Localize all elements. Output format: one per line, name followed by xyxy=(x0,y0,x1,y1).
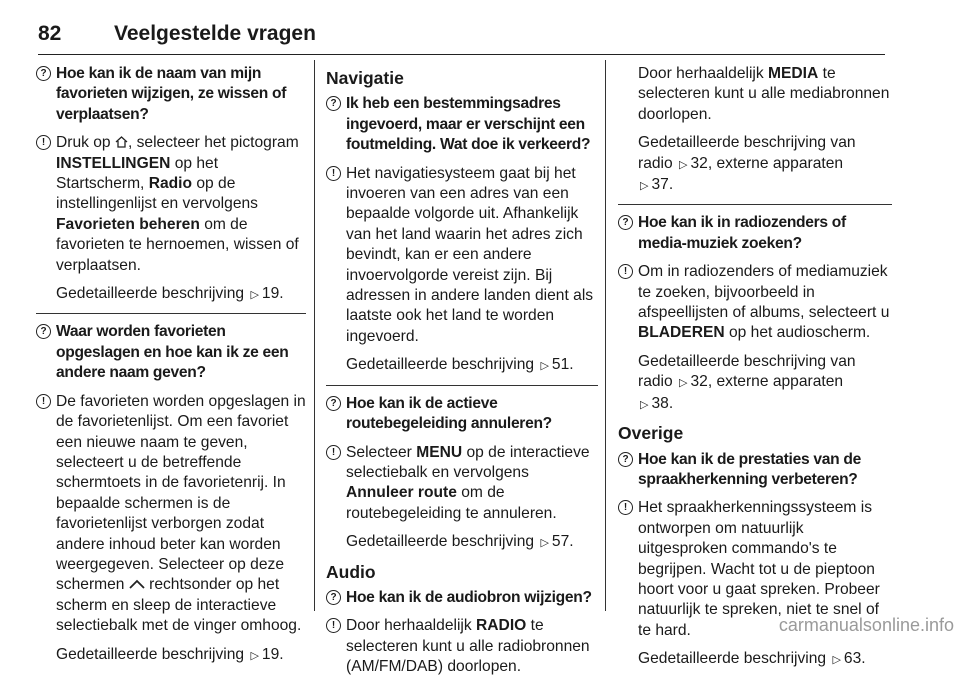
section-heading: Audio xyxy=(326,561,376,582)
answer: ! Het spraakherkenningssysteem is ontworpen om natuurlijk uitgesproken commando's te begrijpen. Wacht tot u de pieptoon hoort voor u gaat spreken. Probeer natuurlijk te spreken, niet te snel of te hard. xyxy=(618,498,892,641)
reference-arrow-icon: ▷ xyxy=(640,398,649,411)
answer: ! Selecteer MENU op de interactieve selectiebalk en vervolgens Annuleer route om de routebegeleiding te annuleren. xyxy=(326,443,598,525)
question-circle-icon: ? xyxy=(326,590,341,605)
exclamation-circle-icon: ! xyxy=(326,445,341,460)
question-circle-icon: ? xyxy=(618,215,633,230)
divider xyxy=(618,204,892,205)
reference-arrow-icon: ▷ xyxy=(832,654,841,667)
answer: ! Om in radiozenders of mediamuziek te zoeken, bijvoorbeeld in afspeellijsten of albums, selecteert u BLADEREN op het audioscherm. xyxy=(618,262,892,344)
answer: ! De favorieten worden opgeslagen in de favorietenlijst. Om een favoriet een nieuwe naam te geven, selecteert u de betreffende schermtoets in de favorietenrij. In bepaalde schermen is de favorietenlijst verborgen zodat andere inhoud beter kan worden weergegeven. Selecteer op deze schermen rechtsonder op het scherm en sleep de interactieve selectiebalk met de vinger omhoog. xyxy=(36,392,306,637)
divider xyxy=(326,385,598,386)
question-circle-icon: ? xyxy=(618,452,633,467)
reference: Gedetailleerde beschrijving ▷ 63. xyxy=(638,649,892,670)
question-circle-icon: ? xyxy=(36,66,51,81)
page-title: Veelgestelde vragen xyxy=(114,22,316,45)
question: ? Hoe kan ik de prestaties van de spraakherkenning verbeteren? xyxy=(618,450,892,491)
reference: Gedetailleerde beschrijving van radio ▷ 32, externe apparaten ▷ 37. xyxy=(638,133,892,196)
exclamation-circle-icon: ! xyxy=(36,394,51,409)
chevron-up-icon xyxy=(129,579,145,589)
question: ? Hoe kan ik de naam van mijn favorieten wijzigen, ze wissen of verplaatsen? xyxy=(36,64,306,125)
reference-arrow-icon: ▷ xyxy=(640,180,649,193)
question-circle-icon: ? xyxy=(326,396,341,411)
home-icon xyxy=(115,136,128,148)
question-circle-icon: ? xyxy=(326,96,341,111)
column-2 xyxy=(326,64,598,686)
reference-arrow-icon: ▷ xyxy=(540,537,549,550)
question: ? Waar worden favorieten opgeslagen en hoe kan ik ze een andere naam geven? xyxy=(36,322,306,383)
question-circle-icon: ? xyxy=(36,324,51,339)
reference: Gedetailleerde beschrijving ▷ 51. xyxy=(346,355,598,376)
watermark: carmanualsonline.info xyxy=(778,615,954,635)
exclamation-circle-icon: ! xyxy=(618,264,633,279)
question: ? Ik heb een bestemmingsadres ingevoerd, maar er verschijnt een foutmelding. Wat doe ik verkeerd? xyxy=(326,94,598,155)
reference: Gedetailleerde beschrijving ▷ 19. xyxy=(56,645,306,666)
exclamation-circle-icon: ! xyxy=(36,135,51,150)
divider xyxy=(36,313,306,314)
paragraph: Door herhaaldelijk MEDIA te selecteren kunt u alle mediabronnen doorlopen. xyxy=(638,65,890,123)
column-divider xyxy=(605,60,606,611)
question: ? Hoe kan ik de audiobron wijzigen? xyxy=(326,588,598,608)
reference-arrow-icon: ▷ xyxy=(540,360,549,373)
section-heading: Overige xyxy=(618,423,684,444)
answer: ! Door herhaaldelijk RADIO te selecteren kunt u alle radiobronnen (AM/FM/DAB) doorlopen. xyxy=(326,616,598,677)
reference: Gedetailleerde beschrijving ▷ 57. xyxy=(346,532,598,553)
column-1 xyxy=(36,64,306,674)
exclamation-circle-icon: ! xyxy=(326,166,341,181)
answer: ! Het navigatiesysteem gaat bij het invoeren van een adres van een bepaalde volgorde uit. Afhankelijk van het land waarin het adres zich bevindt, kan er een andere invoervolgorde vereist zijn. Bij adressen in andere landen dient als laatste ook het land te worden ingevoerd. xyxy=(326,164,598,348)
page-number: 82 xyxy=(38,22,62,45)
question: ? Hoe kan ik de actieve routebegeleiding annuleren? xyxy=(326,394,598,435)
reference-arrow-icon: ▷ xyxy=(250,649,259,662)
reference: Gedetailleerde beschrijving van radio ▷ 32, externe apparaten ▷ 38. xyxy=(638,352,892,415)
answer: ! Druk op , selecteer het pictogram INSTELLINGEN op het Startscherm, Radio op de instellingenlijst en vervolgens Favorieten beheren om de favorieten te hernoemen, wissen of verplaatsen. xyxy=(36,133,306,276)
section-heading: Navigatie xyxy=(326,68,404,88)
reference-arrow-icon: ▷ xyxy=(679,158,688,171)
reference-arrow-icon: ▷ xyxy=(250,289,259,302)
exclamation-circle-icon: ! xyxy=(618,500,633,515)
column-3 xyxy=(618,64,892,679)
page-header xyxy=(38,18,885,55)
column-divider xyxy=(314,60,315,611)
reference: Gedetailleerde beschrijving ▷ 19. xyxy=(56,284,306,305)
exclamation-circle-icon: ! xyxy=(326,618,341,633)
question: ? Hoe kan ik in radiozenders of media-muziek zoeken? xyxy=(618,213,892,254)
reference-arrow-icon: ▷ xyxy=(679,377,688,390)
